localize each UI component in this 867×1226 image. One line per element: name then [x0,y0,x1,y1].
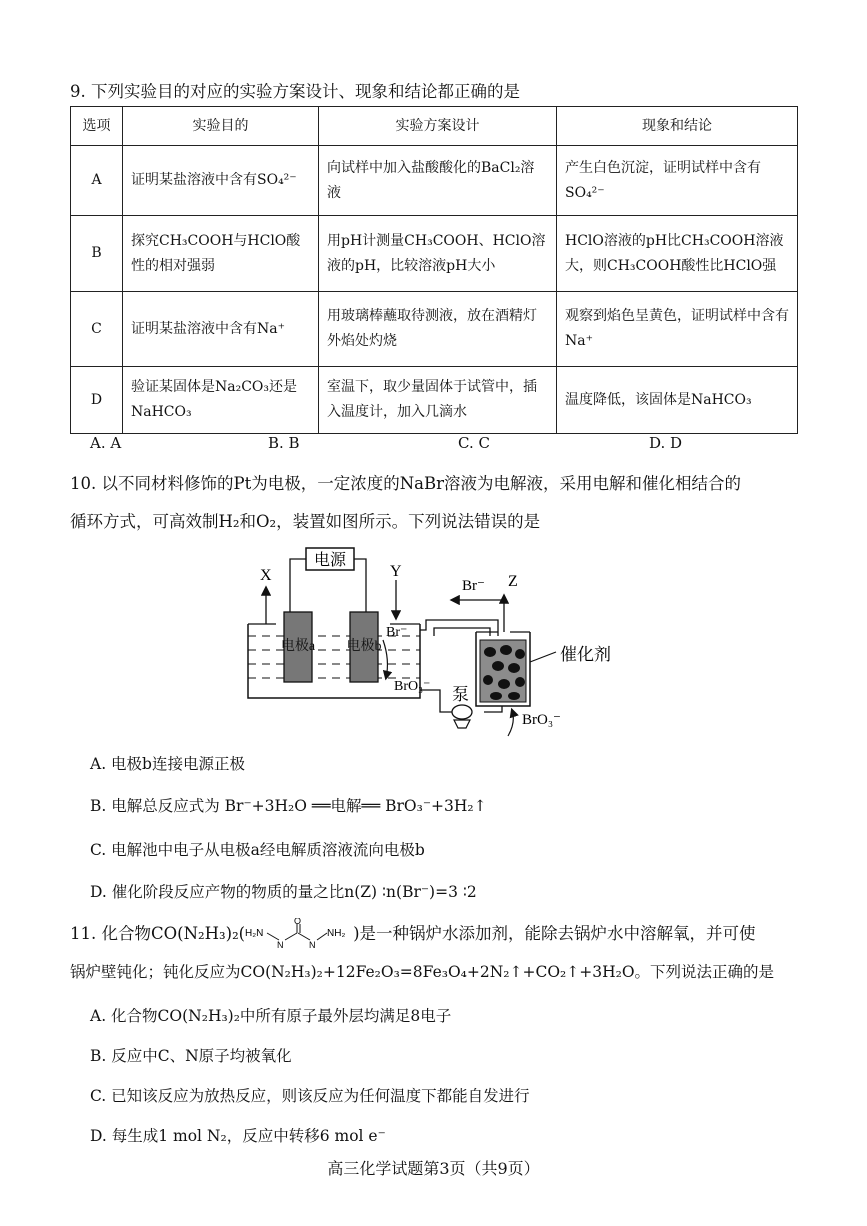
row-option: B [71,216,123,292]
row-purpose: 证明某盐溶液中含有SO₄²⁻ [123,146,319,216]
q10-option-c: C. 电解池中电子从电极a经电解质溶液流向电极b [90,841,425,859]
choice-c: C. C [458,434,490,452]
row-purpose: 验证某固体是Na₂CO₃还是NaHCO₃ [123,367,319,434]
gas-y-label: Y [390,563,402,580]
header-result: 现象和结论 [557,107,798,146]
q11-option-d: D. 每生成1 mol N₂，反应中转移6 mol e⁻ [90,1127,386,1145]
q11-option-b: B. 反应中C、N原子均被氧化 [90,1047,292,1065]
q11-stem-part2: )是一种锅炉水添加剂，能除去锅炉水中溶解氧，并可使 [353,924,756,943]
row-result: 观察到焰色呈黄色，证明试样中含有Na⁺ [557,292,798,367]
br-top-label: Br⁻ [462,578,485,594]
header-purpose: 实验目的 [123,107,319,146]
q11-stem-part1: 11. 化合物CO(N₂H₃)₂( [70,924,246,943]
struct-right-group: NH₂ [327,928,346,939]
struct-nh-left: N [277,940,284,950]
q11-option-c: C. 已知该反应为放热反应，则该反应为任何温度下都能自发进行 [90,1087,530,1105]
electrode-a-label: 电极a [280,639,316,654]
pump-label: 泵 [452,685,469,704]
row-design: 向试样中加入盐酸酸化的BaCl₂溶液 [319,146,557,216]
bro3-bottom-label: BrO₃⁻ [522,712,561,728]
electrode-b-label: 电极b [346,639,382,654]
power-label: 电源 [313,552,347,569]
q10-stem-line2: 循环方式，可高效制H₂和O₂，装置如图所示。下列说法错误的是 [70,512,541,531]
q9-stem: 9. 下列实验目的对应的实验方案设计、现象和结论都正确的是 [70,82,520,101]
header-option: 选项 [71,107,123,146]
page-footer: 高三化学试题第3页（共9页） [327,1159,540,1178]
choice-b: B. B [268,434,300,452]
bro3-inside-label: BrO₃⁻ [394,679,431,694]
row-purpose: 证明某盐溶液中含有Na⁺ [123,292,319,367]
gas-x-label: X [260,567,272,584]
urea-derivative-structure [245,918,353,950]
gas-z-label: Z [508,573,518,590]
choice-d: D. D [649,434,683,452]
header-design: 实验方案设计 [319,107,557,146]
q11-stem-line2: 锅炉壁钝化；钝化反应为CO(N₂H₃)₂+12Fe₂O₃=8Fe₃O₄+2N₂↑+CO₂↑+3H₂O。下列说法正确的是 [70,963,775,981]
row-design: 用玻璃棒蘸取待测液，放在酒精灯外焰处灼烧 [319,292,557,367]
row-result: HClO溶液的pH比CH₃COOH溶液大，则CH₃COOH酸性比HClO强 [557,216,798,292]
table-row [71,216,798,292]
q10-option-b: B. 电解总反应式为 Br⁻+3H₂O ══电解══ BrO₃⁻+3H₂↑ [90,797,487,815]
q10-option-d: D. 催化阶段反应产物的物质的量之比n(Z) ∶n(Br⁻)=3 ∶2 [90,883,477,901]
choice-a: A. A [90,434,122,452]
row-option: D [71,367,123,434]
row-result: 温度降低，该固体是NaHCO₃ [557,367,798,434]
table-row [71,146,798,216]
experiment-table [70,106,798,434]
table-header-row [71,107,798,146]
q11-stem-line1 [70,918,756,950]
q11-option-a: A. 化合物CO(N₂H₃)₂中所有原子最外层均满足8电子 [90,1007,452,1025]
q10-stem-line1: 10. 以不同材料修饰的Pt为电极，一定浓度的NaBr溶液为电解液，采用电解和催化相结合的 [70,474,742,493]
row-result: 产生白色沉淀，证明试样中含有SO₄²⁻ [557,146,798,216]
row-design: 室温下，取少量固体于试管中，插入温度计，加入几滴水 [319,367,557,434]
table-row [71,292,798,367]
br-inside-label: Br⁻ [386,625,408,640]
q10-option-a: A. 电极b连接电源正极 [90,755,245,773]
row-option: C [71,292,123,367]
row-option: A [71,146,123,216]
row-purpose: 探究CH₃COOH与HClO酸性的相对强弱 [123,216,319,292]
electrolysis-diagram [240,540,620,740]
struct-oxygen: O [294,918,302,926]
table-row [71,367,798,434]
struct-nh-right: N [309,940,316,950]
struct-left-group: H₂N [245,928,264,939]
pump [452,705,472,719]
row-design: 用pH计测量CH₃COOH、HClO溶液的pH，比较溶液pH大小 [319,216,557,292]
catalyst-label: 催化剂 [560,645,611,664]
